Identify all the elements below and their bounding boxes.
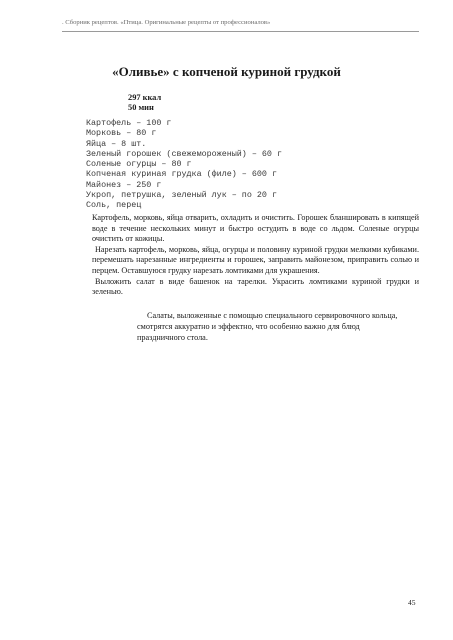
ingredient-item: Соль, перец [86, 200, 142, 211]
ingredients-list [86, 118, 282, 211]
ingredient-item: Копченая куриная грудка (филе) – 600 г [86, 169, 277, 180]
recipe-title: «Оливье» с копченой куриной грудкой [112, 64, 341, 79]
cooking-time-value: 50 мин [128, 103, 154, 112]
instruction-paragraph: Картофель, морковь, яйца отварить, охладить и очистить. Горошек бланшировать в кипящей воде в течение нескольких минут и быстро остудить в воде со льдом. Соленые огурцы очистить от кожицы. [92, 213, 419, 244]
serving-note: Салаты, выложенные с помощью специального сервировочного кольца, смотрятся аккуратно и эффектно, что особенно важно для блюд праздничного стола. [137, 311, 398, 342]
instruction-paragraph: Нарезать картофель, морковь, яйца, огурцы и половину куриной грудки мелкими кубиками. перемешать нарезанные ингредиенты и горошек, заправить майонезом, приправить солью и перцем. Оставшуюся грудку нарезать ломтиками для украшения. [92, 244, 419, 275]
ingredient-item: Зеленый горошек (свежемороженый) – 60 г [86, 148, 283, 159]
ingredient-item: Морковь – 80 г [86, 128, 157, 139]
calories-value: 297 ккал [128, 93, 162, 102]
ingredient-item: Майонез – 250 г [86, 179, 162, 190]
page-number: 45 [408, 598, 416, 607]
ingredient-item: Картофель – 100 г [86, 118, 172, 128]
recipe-meta [128, 93, 161, 113]
instruction-paragraph: Выложить салат в виде башенок на тарелки. Украсить ломтиками куриной грудки и зеленью. [92, 276, 419, 297]
running-header: . Сборник рецептов. «Птица. Оригинальные рецепты от профессионалов» [62, 19, 271, 26]
ingredient-item: Яйца – 8 шт. [86, 138, 147, 149]
ingredient-item: Укроп, петрушка, зеленый лук – по 20 г [86, 190, 277, 201]
ingredient-item: Соленые огурцы – 80 г [86, 159, 192, 170]
header-divider [62, 31, 419, 32]
recipe-instructions [92, 213, 419, 298]
